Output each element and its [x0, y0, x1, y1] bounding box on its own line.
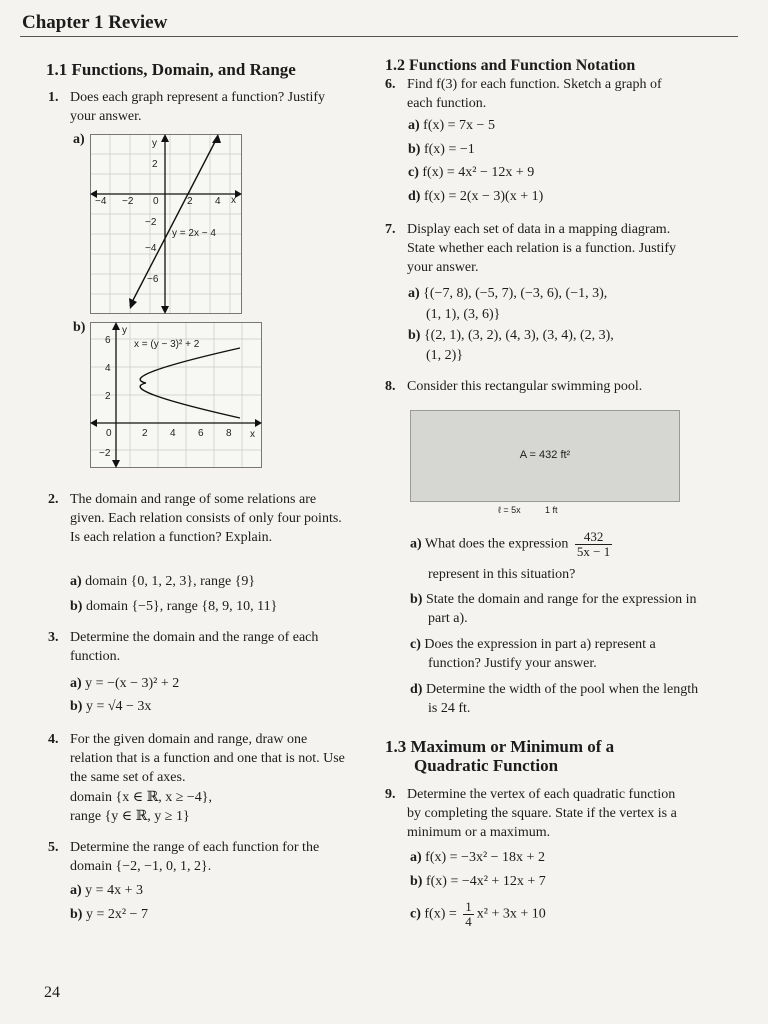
q2-number: 2. [48, 492, 59, 507]
graph-b-ylabel: y [122, 325, 127, 336]
q9-text: Determine the vertex of each quadratic function by completing the square. State if the vertex is a minimum or a maximum. [407, 787, 677, 840]
q9-number: 9. [385, 787, 396, 802]
q9-part-a: a) f(x) = −3x² − 18x + 2 [410, 850, 545, 865]
q6-text: Find f(3) for each function. Sketch a graph of each function. [407, 77, 662, 111]
chapter-title: Chapter 1 Review [22, 12, 168, 33]
graph-b-equation: x = (y − 3)² + 2 [134, 339, 200, 350]
title-rule [20, 36, 738, 37]
tick-b-ym2: −2 [99, 448, 111, 459]
tick-x-4: 4 [215, 196, 221, 207]
graph-a-xlabel: x [231, 195, 236, 206]
tick-x-0: 0 [153, 196, 159, 207]
tick-b-x6: 6 [198, 428, 204, 439]
question-9 [385, 785, 685, 842]
q4-number: 4. [48, 732, 59, 747]
swimming-pool-diagram [410, 410, 680, 502]
tick-b-x8: 8 [226, 428, 232, 439]
tick-y-2: 2 [152, 159, 158, 170]
question-7 [385, 220, 685, 277]
q8-part-b: b) State the domain and range for the expression in part a). [410, 592, 697, 626]
q1-part-b-label: b) [73, 320, 86, 335]
q1-number: 1. [48, 90, 59, 105]
q3-part-a: a) y = −(x − 3)² + 2 [70, 676, 180, 691]
pool-width-label: 1 ft [545, 505, 558, 515]
q3-number: 3. [48, 630, 59, 645]
tick-y-m4: −4 [145, 243, 157, 254]
q8-part-c: c) Does the expression in part a) represent a function? Justify your answer. [410, 637, 656, 671]
q8-number: 8. [385, 379, 396, 394]
q2-part-a: a) domain {0, 1, 2, 3}, range {9} [70, 574, 256, 589]
q7-part-a: a) {(−7, 8), (−5, 7), (−3, 6), (−1, 3), [408, 286, 608, 301]
q4-range: range {y ∈ ℝ, y ≥ 1} [70, 809, 190, 824]
tick-x-2: 2 [187, 196, 193, 207]
tick-b-y2: 2 [105, 391, 111, 402]
question-8 [385, 377, 685, 396]
tick-b-y4: 4 [105, 363, 111, 374]
question-2 [48, 490, 348, 547]
q8-text: Consider this rectangular swimming pool. [407, 379, 643, 394]
graph-a-ylabel: y [152, 138, 157, 149]
q8-part-d: d) Determine the width of the pool when the length is 24 ft. [410, 682, 699, 716]
question-5 [48, 838, 348, 876]
q2-text: The domain and range of some relations are given. Each relation consists of only four points. Is each relation a function? Explain. [70, 492, 342, 545]
q5-number: 5. [48, 840, 59, 855]
q6-part-c: c) f(x) = 4x² − 12x + 9 [408, 165, 535, 180]
tick-x-m4: −4 [95, 196, 107, 207]
q3-part-b: b) y = √4 − 3x [70, 699, 152, 714]
q8-part-a-cont: represent in this situation? [428, 567, 576, 582]
q2-part-b: b) domain {−5}, range {8, 9, 10, 11} [70, 599, 278, 614]
q9-part-b: b) f(x) = −4x² + 12x + 7 [410, 874, 546, 889]
graph-a-equation: y = 2x − 4 [172, 228, 216, 239]
q8-part-a: a) What does the expression $\frac{432}{5x - 1}$ [410, 529, 611, 559]
q1-text: Does each graph represent a function? Justify your answer. [70, 90, 326, 124]
pool-length-label: ℓ = 5x [498, 505, 521, 515]
q5-part-b: b) y = 2x² − 7 [70, 907, 148, 922]
q5-text: Determine the range of each function for the domain {−2, −1, 0, 1, 2}. [70, 840, 320, 874]
q9-part-c: c) f(x) = $\frac{1}{4}$ x² + 3x + 10 [410, 899, 546, 929]
q6-part-b: b) f(x) = −1 [408, 142, 475, 157]
tick-b-x0: 0 [106, 428, 112, 439]
q7-text: Display each set of data in a mapping diagram. State whether each relation is a function. Justify your answer. [407, 222, 677, 275]
question-6 [385, 75, 685, 113]
q9-fraction: $\frac{1}{4}$ [465, 899, 472, 929]
question-1 [48, 88, 348, 126]
q6-number: 6. [385, 77, 396, 92]
section-1-3-title-line1: 1.3 Maximum or Minimum of a [385, 737, 615, 756]
tick-y-m6: −6 [147, 274, 159, 285]
tick-y-m2: −2 [145, 217, 157, 228]
tick-x-m2: −2 [122, 196, 134, 207]
graph-b [90, 322, 262, 468]
tick-b-y6: 6 [105, 335, 111, 346]
pool-area-label: A = 432 ft² [519, 449, 571, 461]
q4-domain: domain {x ∈ ℝ, x ≥ −4}, [70, 790, 213, 805]
q3-text: Determine the domain and the range of each function. [70, 630, 319, 664]
q6-part-a: a) f(x) = 7x − 5 [408, 118, 495, 133]
q7-part-b-cont: (1, 2)} [426, 348, 464, 363]
q5-part-a: a) y = 4x + 3 [70, 883, 143, 898]
q7-part-b: b) {(2, 1), (3, 2), (4, 3), (3, 4), (2, 3), [408, 328, 614, 343]
q7-number: 7. [385, 222, 396, 237]
section-1-2-title: 1.2 Functions and Function Notation [385, 57, 636, 74]
question-3 [48, 628, 348, 666]
graph-a [90, 134, 242, 314]
tick-b-x2: 2 [142, 428, 148, 439]
question-4 [48, 730, 348, 787]
q1-part-a-label: a) [73, 132, 85, 147]
q4-text: For the given domain and range, draw one relation that is a function and one that is not. Use the same set of axes. [70, 732, 345, 785]
q8-fraction: $\frac{432}{5x - 1}$ [576, 529, 611, 559]
section-1-1-title: 1.1 Functions, Domain, and Range [46, 60, 296, 79]
page-number: 24 [44, 984, 60, 1001]
section-1-3-title-line2: Quadratic Function [414, 756, 559, 775]
tick-b-x4: 4 [170, 428, 176, 439]
q7-part-a-cont: (1, 1), (3, 6)} [426, 307, 501, 322]
graph-b-xlabel: x [250, 429, 255, 440]
q6-part-d: d) f(x) = 2(x − 3)(x + 1) [408, 189, 544, 204]
